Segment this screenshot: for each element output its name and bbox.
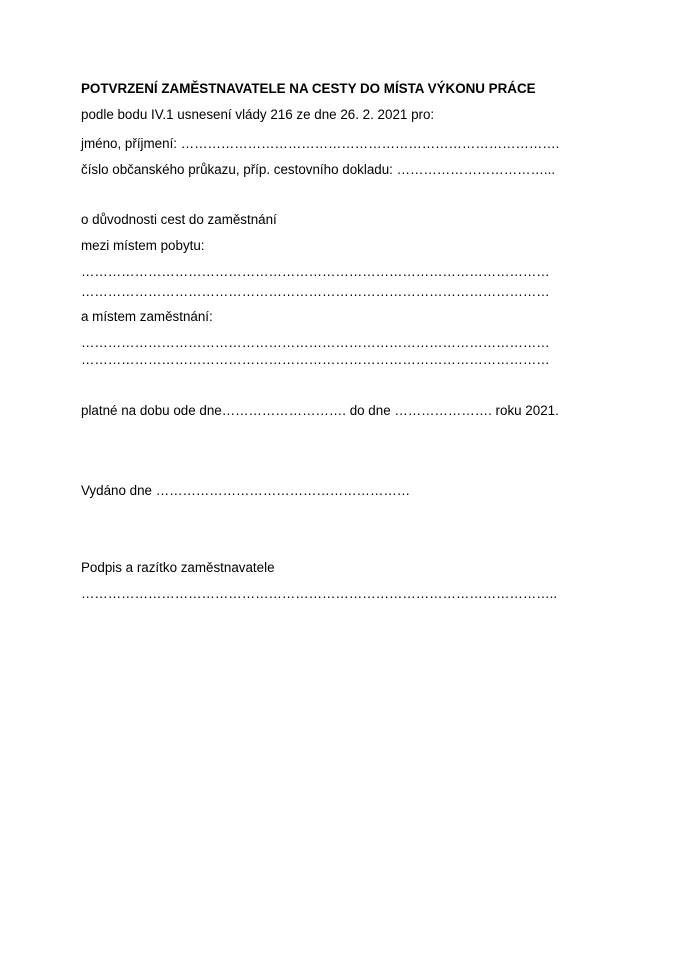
residence-field-line-1[interactable]: …………………………………………………………………………………………… [81, 264, 550, 279]
workplace-label: a místem zaměstnání: [81, 309, 213, 324]
id-document-field-line[interactable]: číslo občanského průkazu, příp. cestovního dokladu: ……………………………... [81, 162, 556, 177]
workplace-field-line-2[interactable]: …………………………………………………………………………………………… [81, 352, 550, 367]
issued-date-field-line[interactable]: Vydáno dne ………………………………………………… [81, 483, 411, 498]
signature-label: Podpis a razítko zaměstnavatele [81, 560, 275, 575]
form-title: POTVRZENÍ ZAMĚSTNAVATELE NA CESTY DO MÍSTA VÝKONU PRÁCE [81, 81, 536, 96]
residence-field-line-2[interactable]: …………………………………………………………………………………………… [81, 284, 550, 299]
name-field-line[interactable]: jméno, příjmení: …………………………………………………………………………. [81, 136, 560, 151]
justification-heading: o důvodnosti cest do zaměstnání [81, 212, 277, 227]
validity-field-line[interactable]: platné na dobu ode dne………………………. do dne …………………. roku 2021. [81, 403, 559, 418]
signature-field-line[interactable]: …………………………………………………………………………………………….. [81, 586, 558, 601]
residence-label: mezi místem pobytu: [81, 238, 205, 253]
intro-text: podle bodu IV.1 usnesení vlády 216 ze dne 26. 2. 2021 pro: [81, 107, 435, 122]
workplace-field-line-1[interactable]: …………………………………………………………………………………………… [81, 335, 550, 350]
